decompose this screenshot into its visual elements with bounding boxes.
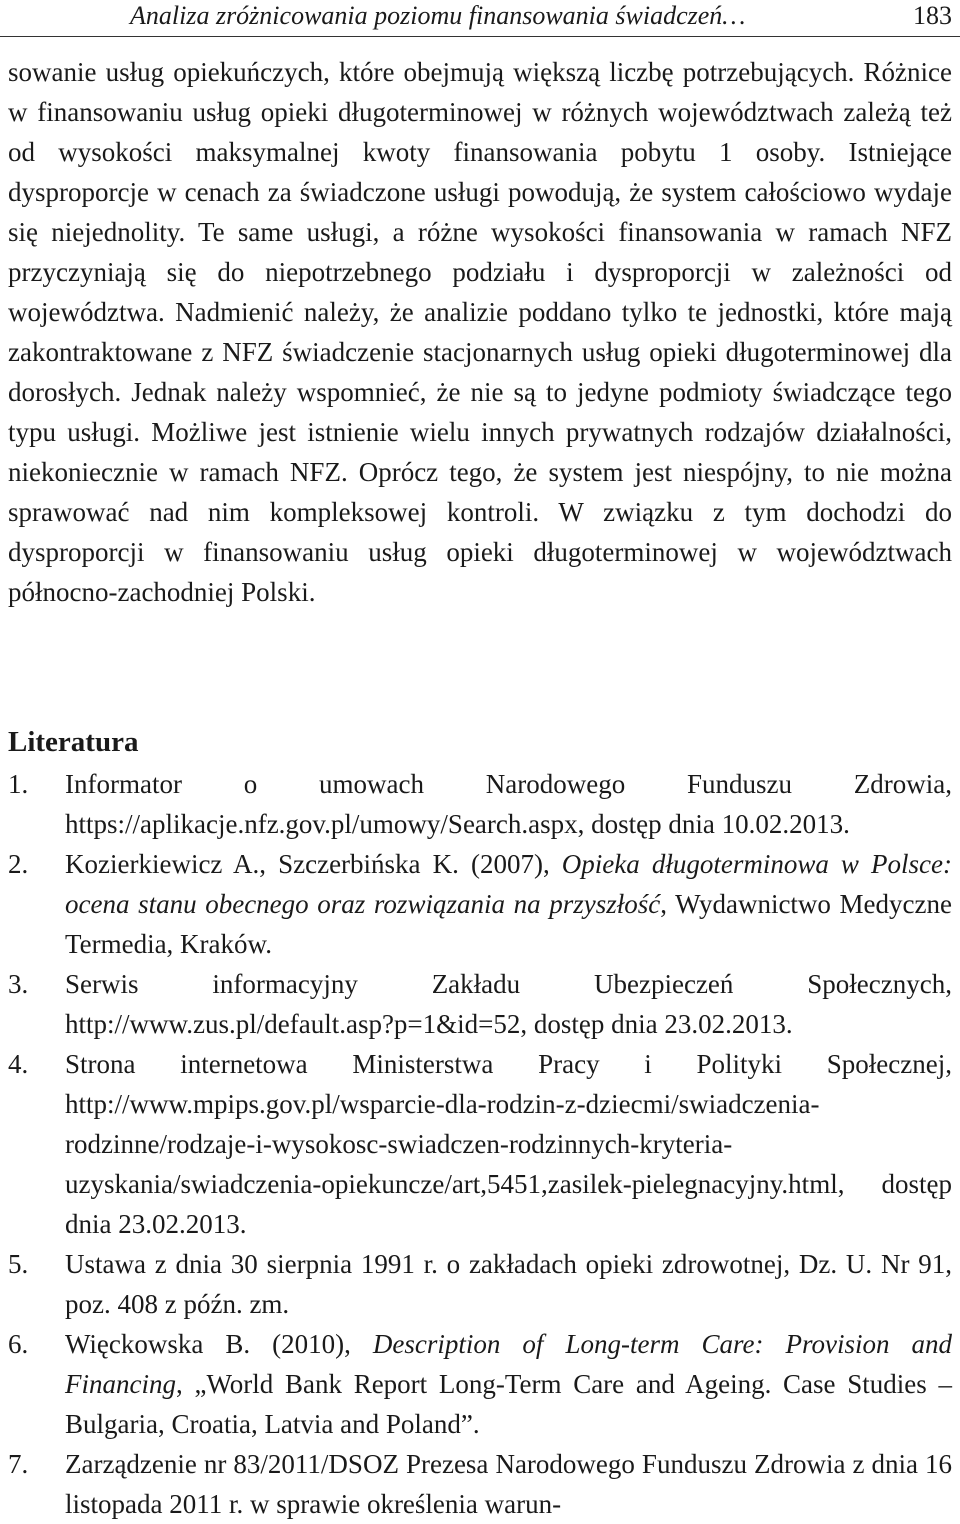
reference-number: 1. <box>8 769 29 799</box>
reference-item <box>8 1244 952 1324</box>
reference-number: 4. <box>8 1049 29 1079</box>
reference-item <box>8 1044 952 1244</box>
reference-number: 7. <box>8 1449 29 1479</box>
reference-rest: , Wydawnictwo Medyczne Termedia, Kraków. <box>65 889 952 959</box>
reference-list <box>8 764 952 1524</box>
reference-text: Serwis informacyjny Zakładu Ubezpieczeń Społecznych, http://www.zus.pl/default.asp?p=1&id=52, dostęp dnia 23.02.2013. <box>65 969 952 1039</box>
reference-text: Informator o umowach Narodowego Funduszu Zdrowia, https://aplikacje.nfz.gov.pl/umowy/Search.aspx, dostęp dnia 10.02.2013. <box>65 769 952 839</box>
reference-number: 3. <box>8 969 29 999</box>
reference-authors: Kozierkiewicz A., Szczerbińska K. (2007), <box>65 849 562 879</box>
reference-item <box>8 1444 952 1524</box>
reference-title: Opieka długoterminowa w Polsce: ocena stanu obecnego oraz rozwiązania na przyszłość <box>65 849 952 919</box>
page-number: 183 <box>913 1 952 30</box>
reference-text: Zarządzenie nr 83/2011/DSOZ Prezesa Narodowego Funduszu Zdrowia z dnia 16 listopada 2011 r. w sprawie określenia warun- <box>65 1449 952 1519</box>
reference-number: 6. <box>8 1329 29 1359</box>
body-paragraph: sowanie usług opiekuńczych, które obejmują większą liczbę potrzebujących. Różnice w finansowaniu usług opieki długoterminowej w różnych województwach zależą też od wysokości maksymalnej kwoty finansowania pobytu 1 osoby. Istniejące dysproporcje w cenach za świadczone usługi powodują, że system całościowo wydaje się niejednolity. Te same usługi, a różne wysokości finansowania w ramach NFZ przyczyniają się do niepotrzebnego podziału i dysproporcji w zależności od województwa. Nadmienić należy, że analizie poddano tylko te jednostki, które mają zakontraktowane z NFZ świadczenie stacjonarnych usług opieki długoterminowej dla dorosłych. Jednak należy wspomnieć, że nie są to jedyne podmioty świadczące tego typu usługi. Możliwe jest istnienie wielu innych prywatnych rodzajów działalności, niekoniecznie w ramach NFZ. Oprócz tego, że system jest niespójny, to nie można sprawować nad nim kompleksowej kontroli. W związku z tym dochodzi do dysproporcji w finansowaniu usług opieki długoterminowej w województwach północno-zachodniej Polski. <box>8 57 952 607</box>
reference-authors: Więckowska B. (2010), <box>65 1329 373 1359</box>
reference-item <box>8 1324 952 1444</box>
reference-number: 2. <box>8 849 29 879</box>
section-heading-literatura: Literatura <box>8 726 139 758</box>
reference-item <box>8 764 952 844</box>
reference-title: Description of Long-term Care: Provision and Financing <box>65 1329 952 1399</box>
running-header <box>0 0 960 37</box>
reference-number: 5. <box>8 1249 29 1279</box>
reference-item <box>8 964 952 1044</box>
running-title: Analiza zróżnicowania poziomu finansowania świadczeń… <box>130 1 746 30</box>
reference-text: Ustawa z dnia 30 sierpnia 1991 r. o zakładach opieki zdrowotnej, Dz. U. Nr 91, poz. 408 z późn. zm. <box>65 1249 952 1319</box>
reference-rest: , „World Bank Report Long-Term Care and Ageing. Case Studies – Bulgaria, Croatia, Latvia and Poland”. <box>65 1369 952 1439</box>
reference-item <box>8 844 952 964</box>
reference-text: Strona internetowa Ministerstwa Pracy i Polityki Społecznej, http://www.mpips.gov.pl/wsparcie-dla-rodzin-z-dziecmi/swiadczenia-rodzinne/rodzaje-i-wysokosc-swiadczen-rodzinnych-kryteria-uzyskania/swiadczenia-opiekuncze/art,5451,zasilek-pielegnacyjny.html, dostęp dnia 23.02.2013. <box>65 1049 952 1239</box>
